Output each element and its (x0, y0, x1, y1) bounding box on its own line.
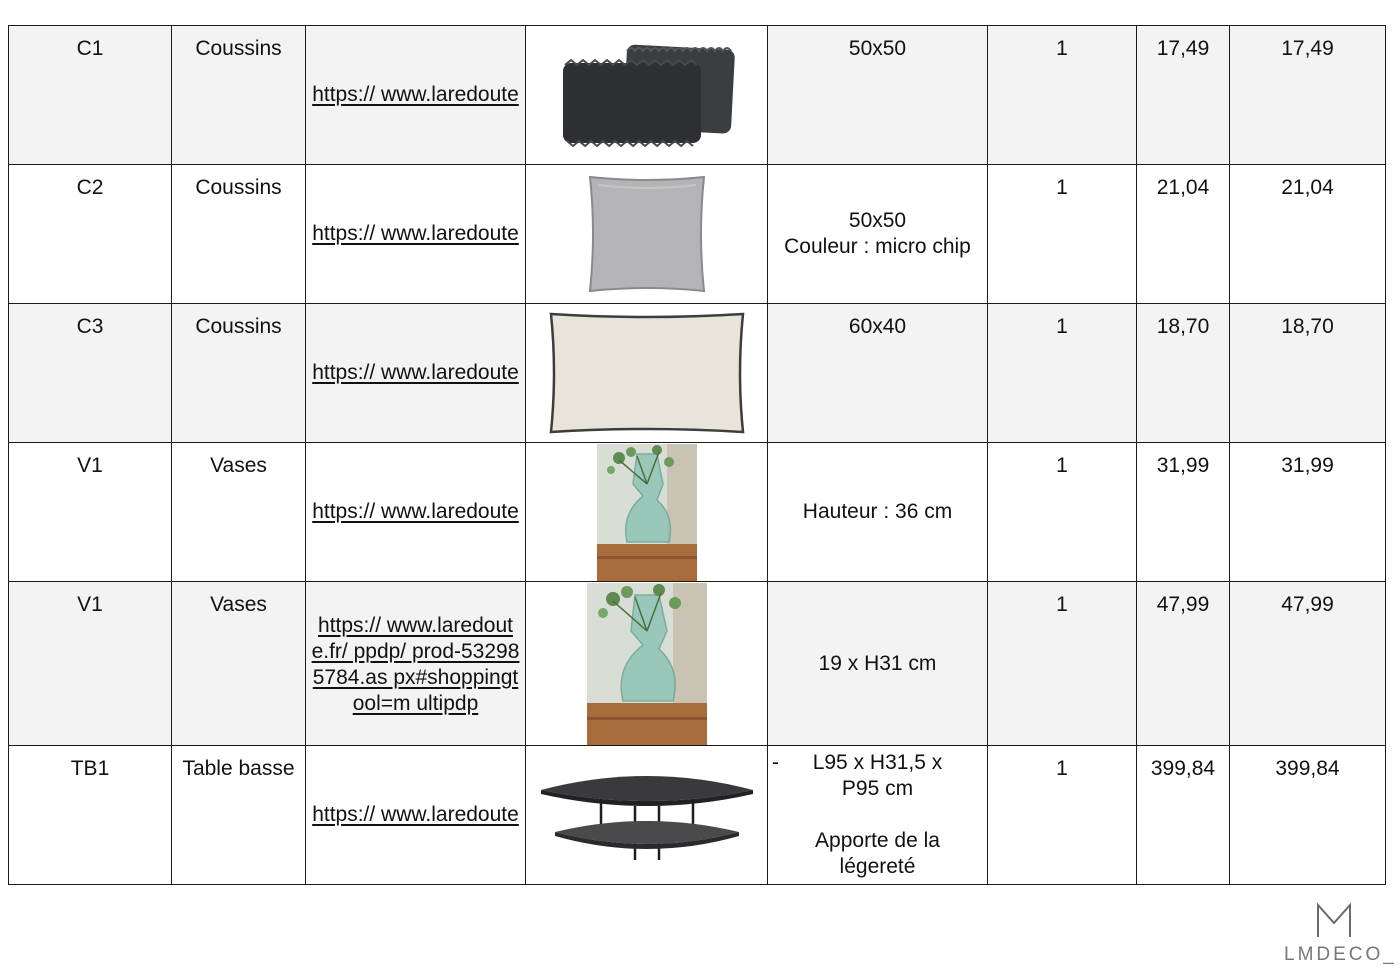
description-line: 50x50 (848, 209, 907, 232)
link-cell (306, 582, 526, 746)
name-cell: Vases (172, 443, 306, 582)
light-grey-cushion-photo-icon (582, 171, 712, 297)
description-cell (768, 746, 988, 885)
description-line: Hauteur : 36 cm (802, 500, 953, 523)
ref-cell: V1 (9, 443, 172, 582)
dark-grey-cushions-photo-icon (547, 37, 747, 153)
table-row (9, 582, 1386, 746)
table-row (9, 443, 1386, 582)
product-link[interactable]: https:// www.laredoute.fr/ ppdp/ prod-532985784.as px#shoppingtool=m ultipdp (311, 613, 520, 715)
image-cell (526, 582, 768, 746)
image-cell (526, 165, 768, 304)
lmdeco-m-logo-icon (1314, 901, 1354, 939)
total-price-cell: 399,84 (1230, 746, 1386, 885)
description-line: 19 x H31 cm (818, 651, 937, 675)
description-line: Apporte de la (815, 829, 940, 852)
total-price-cell: 21,04 (1230, 165, 1386, 304)
description-cell (768, 26, 988, 165)
product-link[interactable]: https:// www.laredoute (312, 361, 519, 384)
table-row (9, 26, 1386, 165)
link-cell (306, 746, 526, 885)
name-cell: Coussins (172, 165, 306, 304)
logo-text: LMDECO_ (1284, 944, 1397, 965)
quantity-cell: 1 (988, 26, 1137, 165)
name-cell: Vases (172, 582, 306, 746)
description-line: 50x50 (848, 37, 907, 60)
description-cell (768, 304, 988, 443)
description-cell (768, 443, 988, 582)
glass-vase-photo-icon (597, 444, 697, 581)
total-price-cell: 47,99 (1230, 582, 1386, 746)
total-price-cell: 18,70 (1230, 304, 1386, 443)
cream-rectangular-cushion-photo-icon (545, 308, 749, 438)
link-cell (306, 304, 526, 443)
description-cell (768, 165, 988, 304)
ref-cell: C1 (9, 26, 172, 165)
link-cell (306, 165, 526, 304)
ref-cell: TB1 (9, 746, 172, 885)
image-cell (526, 746, 768, 885)
description-cell (768, 582, 988, 746)
description-dash: - (772, 751, 779, 774)
lmdeco-logo (1284, 901, 1397, 966)
link-cell (306, 26, 526, 165)
description-line: 60x40 (848, 315, 907, 338)
unit-price-cell: 47,99 (1137, 582, 1230, 746)
unit-price-cell: 18,70 (1137, 304, 1230, 443)
ref-cell: C2 (9, 165, 172, 304)
description-line: P95 cm (841, 777, 914, 800)
table-row (9, 165, 1386, 304)
product-link[interactable]: https:// www.laredoute (312, 222, 519, 245)
description-line: L95 x H31,5 x (812, 751, 943, 774)
name-cell: Table basse (172, 746, 306, 885)
description-spacer (772, 802, 983, 828)
total-price-cell: 17,49 (1230, 26, 1386, 165)
description-line: légereté (839, 855, 916, 878)
image-cell (526, 443, 768, 582)
product-link[interactable]: https:// www.laredoute (312, 500, 519, 523)
name-cell: Coussins (172, 304, 306, 443)
product-link[interactable]: https:// www.laredoute (312, 83, 519, 106)
quantity-cell: 1 (988, 443, 1137, 582)
product-link[interactable]: https:// www.laredoute (312, 803, 519, 826)
name-cell: Coussins (172, 26, 306, 165)
quantity-cell: 1 (988, 165, 1137, 304)
ref-cell: V1 (9, 582, 172, 746)
unit-price-cell: 399,84 (1137, 746, 1230, 885)
image-cell (526, 304, 768, 443)
unit-price-cell: 17,49 (1137, 26, 1230, 165)
unit-price-cell: 21,04 (1137, 165, 1230, 304)
link-cell (306, 443, 526, 582)
product-table (8, 25, 1386, 885)
table-row (9, 304, 1386, 443)
unit-price-cell: 31,99 (1137, 443, 1230, 582)
quantity-cell: 1 (988, 304, 1137, 443)
total-price-cell: 31,99 (1230, 443, 1386, 582)
quantity-cell: 1 (988, 746, 1137, 885)
coffee-table-photo-icon (535, 760, 759, 870)
description-line: Couleur : micro chip (784, 235, 971, 258)
ref-cell: C3 (9, 304, 172, 443)
quantity-cell: 1 (988, 582, 1137, 746)
glass-vase-photo-icon (587, 583, 707, 745)
image-cell (526, 26, 768, 165)
table-row (9, 746, 1386, 885)
